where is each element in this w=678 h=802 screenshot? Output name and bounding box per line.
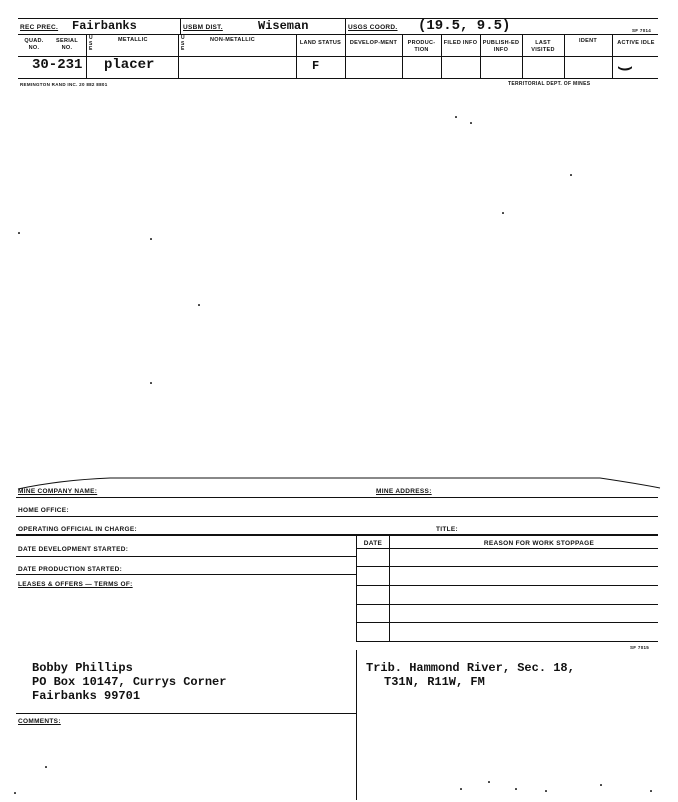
date-dev-started-label: DATE DEVELOPMENT STARTED: — [18, 546, 129, 553]
rec-prec-value: Fairbanks — [72, 19, 137, 33]
usbm-dist-label: USBM DIST. — [183, 24, 223, 31]
active-idle-mark: ) — [616, 63, 634, 74]
col-last-visited: LAST VISITED — [531, 40, 555, 53]
col-quad-no: QUAD. NO. — [24, 38, 44, 51]
usgs-coord-label: USGS COORD. — [348, 24, 398, 31]
usbm-dist-value: Wiseman — [258, 19, 309, 33]
form-code-bottom: SF 7015 — [630, 645, 650, 650]
col-ident: IDENT — [579, 38, 597, 44]
owner-line-3: Fairbanks 99701 — [32, 689, 141, 703]
title-label: TITLE: — [436, 526, 459, 533]
rec-prec-label: REC PREC. — [20, 24, 59, 31]
location-line-1: Trib. Hammond River, Sec. 18, — [366, 661, 575, 675]
date-prod-started-label: DATE PRODUCTION STARTED: — [18, 566, 123, 573]
land-status-value: F — [312, 59, 320, 73]
owner-line-1: Bobby Phillips — [32, 661, 133, 675]
location-line-2: T31N, R11W, FM — [384, 675, 485, 689]
reason-col-label: REASON FOR WORK STOPPAGE — [483, 540, 595, 547]
date-col-label: DATE — [363, 540, 383, 547]
card-top-edge — [0, 474, 678, 494]
col-non-metallic: NON-METALLIC — [210, 37, 256, 43]
agency-name: TERRITORIAL DEPT. OF MINES — [508, 81, 591, 87]
col-filed-info: FILED INFO — [443, 40, 478, 46]
col-active-idle: ACTIVE IDLE — [617, 40, 655, 46]
operating-official-label: OPERATING OFFICIAL IN CHARGE: — [18, 526, 137, 533]
comments-label: COMMENTS: — [18, 718, 61, 725]
quad-serial-value: 30-231 — [32, 57, 83, 73]
col-published-info: PUBLISH-ED INFO — [482, 40, 520, 53]
usgs-coord-value: (19.5, 9.5) — [418, 18, 511, 34]
col-use-2: U S E — [181, 35, 185, 52]
col-land-status: LAND STATUS — [299, 40, 342, 46]
col-production: PRODUC-TION — [407, 40, 436, 53]
form-code-top: SF 7014 — [632, 28, 652, 33]
col-use-1: U S E — [89, 35, 93, 52]
home-office-label: HOME OFFICE: — [18, 507, 69, 514]
mine-address-label: MINE ADDRESS: — [376, 488, 432, 495]
leases-label: LEASES & OFFERS — TERMS OF: — [18, 581, 133, 588]
col-metallic: METALLIC — [118, 37, 148, 43]
owner-line-2: PO Box 10147, Currys Corner — [32, 675, 227, 689]
metallic-value: placer — [104, 57, 155, 73]
col-serial-no: SERIAL NO. — [56, 38, 78, 51]
printer-line: REMINGTON RAND INC. 20 882 8801 — [20, 82, 108, 87]
col-development: DEVELOP-MENT — [349, 40, 398, 46]
mine-company-name-label: MINE COMPANY NAME: — [18, 488, 98, 495]
